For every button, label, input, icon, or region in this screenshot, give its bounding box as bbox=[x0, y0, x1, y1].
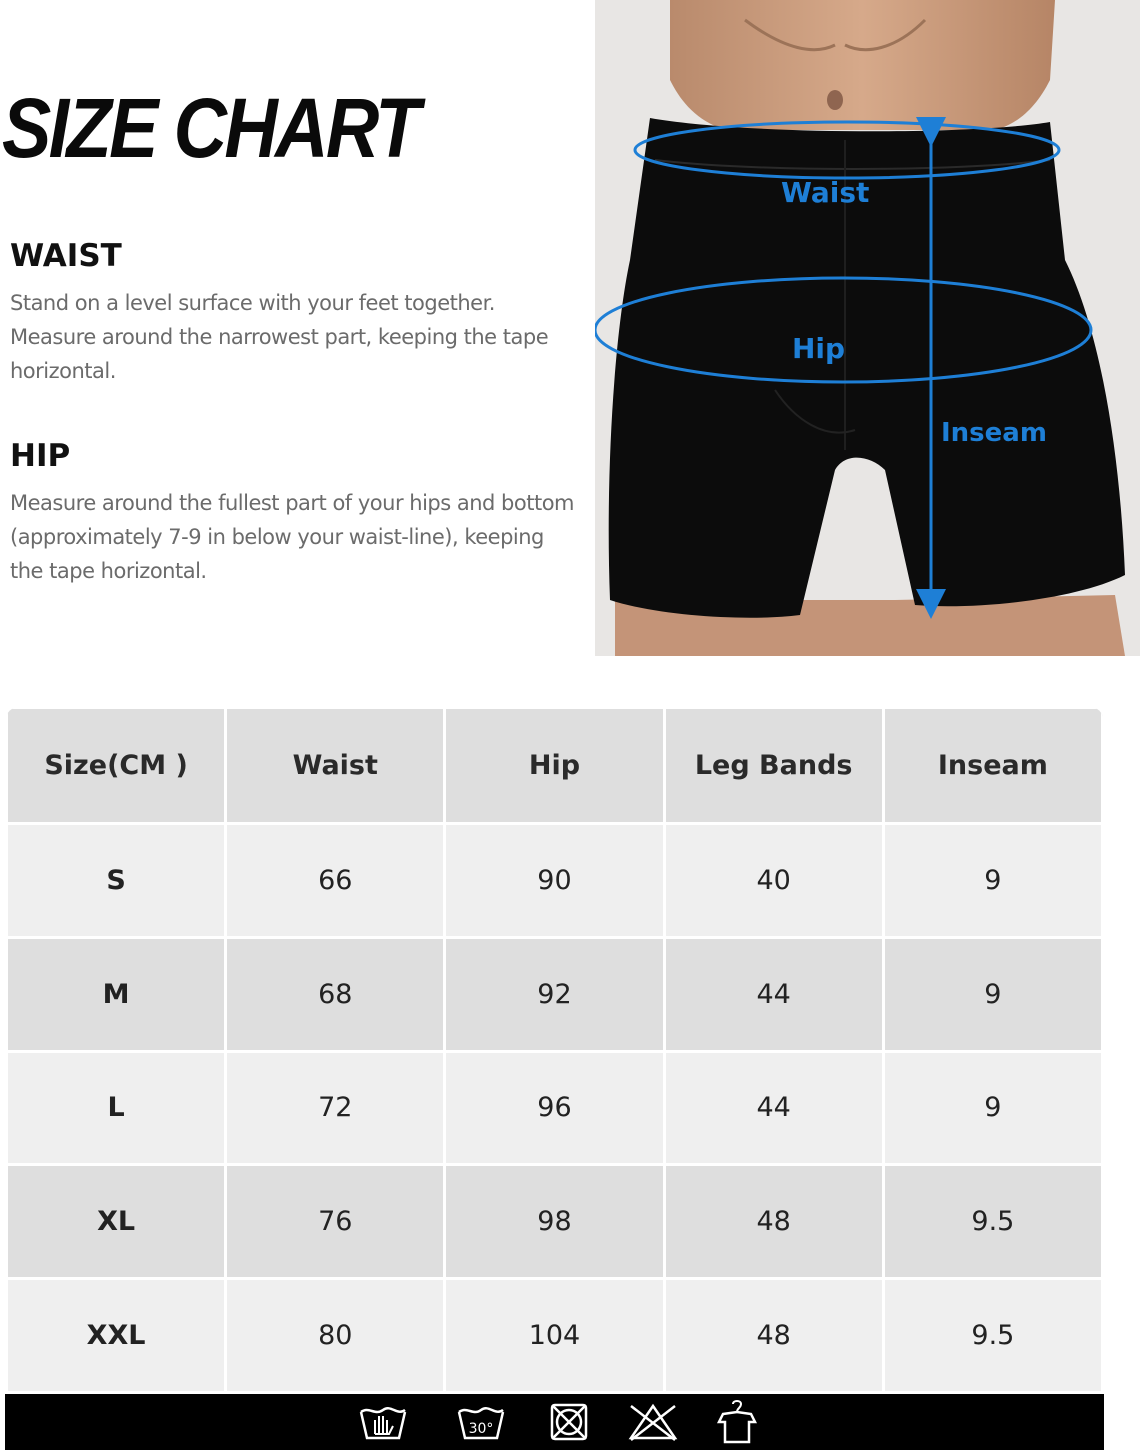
cell-hip: 92 bbox=[445, 937, 664, 1051]
cell-leg-bands: 44 bbox=[664, 937, 883, 1051]
cell-waist: 76 bbox=[226, 1165, 445, 1279]
cell-size: M bbox=[7, 937, 226, 1051]
hang-dry-icon bbox=[711, 1400, 763, 1444]
do-not-bleach-icon bbox=[627, 1400, 679, 1444]
inseam-diagram-label: Inseam bbox=[941, 418, 1047, 448]
cell-leg-bands: 48 bbox=[664, 1279, 883, 1393]
cell-size: XL bbox=[7, 1165, 226, 1279]
cell-inseam: 9 bbox=[883, 1051, 1102, 1165]
cell-hip: 104 bbox=[445, 1279, 664, 1393]
hand-wash-icon bbox=[357, 1400, 409, 1444]
header-waist: Waist bbox=[226, 708, 445, 824]
page-title: SIZE CHART bbox=[2, 81, 418, 175]
cell-hip: 98 bbox=[445, 1165, 664, 1279]
care-instructions-bar bbox=[5, 1394, 1104, 1450]
table-row bbox=[7, 1165, 1103, 1279]
hip-description: Measure around the fullest part of your hips and bottom (approximately 7-9 in below your waist-line), keeping the tape horizontal. bbox=[10, 491, 574, 583]
cell-size: L bbox=[7, 1051, 226, 1165]
table-row bbox=[7, 937, 1103, 1051]
cell-size: XXL bbox=[7, 1279, 226, 1393]
waist-description: Stand on a level surface with your feet together. Measure around the narrowest part, keeping the tape horizontal. bbox=[10, 291, 549, 383]
cell-leg-bands: 48 bbox=[664, 1165, 883, 1279]
table-row bbox=[7, 1051, 1103, 1165]
hip-heading: HIP bbox=[10, 438, 71, 474]
table-row bbox=[7, 1279, 1103, 1393]
cell-waist: 80 bbox=[226, 1279, 445, 1393]
cell-waist: 72 bbox=[226, 1051, 445, 1165]
waist-heading: WAIST bbox=[10, 238, 122, 274]
table-header-row bbox=[7, 708, 1103, 824]
cell-inseam: 9 bbox=[883, 824, 1102, 938]
header-hip: Hip bbox=[445, 708, 664, 824]
product-photo bbox=[595, 0, 1140, 656]
wash-30-icon bbox=[455, 1400, 507, 1444]
cell-waist: 68 bbox=[226, 937, 445, 1051]
do-not-tumble-dry-icon bbox=[543, 1400, 595, 1444]
table-row bbox=[7, 824, 1103, 938]
cell-waist: 66 bbox=[226, 824, 445, 938]
size-table bbox=[5, 706, 1104, 1394]
cell-hip: 90 bbox=[445, 824, 664, 938]
cell-hip: 96 bbox=[445, 1051, 664, 1165]
header-leg-bands: Leg Bands bbox=[664, 708, 883, 824]
cell-inseam: 9.5 bbox=[883, 1279, 1102, 1393]
header-size: Size(CM ) bbox=[7, 708, 226, 824]
waist-diagram-label: Waist bbox=[781, 176, 870, 209]
cell-leg-bands: 40 bbox=[664, 824, 883, 938]
cell-size: S bbox=[7, 824, 226, 938]
hip-diagram-label: Hip bbox=[792, 332, 846, 365]
cell-inseam: 9 bbox=[883, 937, 1102, 1051]
wash-temp-label: 30° bbox=[468, 1421, 494, 1437]
cell-leg-bands: 44 bbox=[664, 1051, 883, 1165]
cell-inseam: 9.5 bbox=[883, 1165, 1102, 1279]
header-inseam: Inseam bbox=[883, 708, 1102, 824]
